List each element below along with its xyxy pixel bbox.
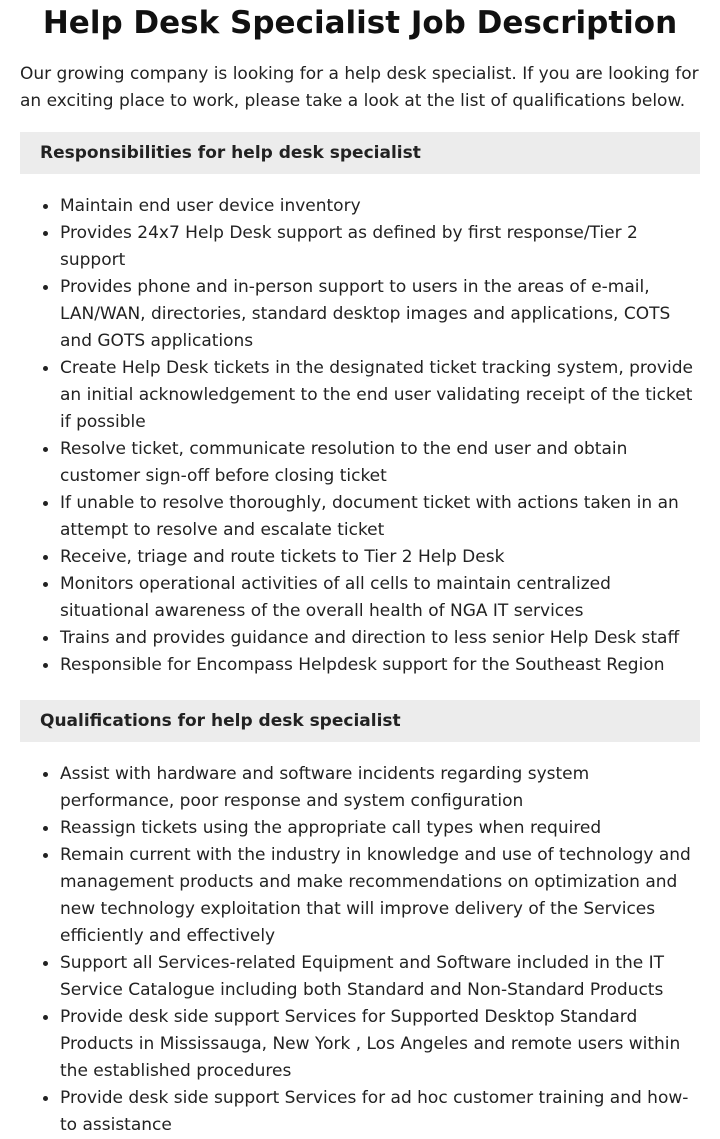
list-item: Assist with hardware and software incidents regarding system performance, poor response and system configuration bbox=[60, 761, 700, 815]
responsibilities-list bbox=[20, 193, 700, 679]
intro-paragraph: Our growing company is looking for a help desk specialist. If you are looking for an exciting place to work, please take a look at the list of qualifications below. bbox=[20, 64, 699, 111]
page-title: Help Desk Specialist Job Description bbox=[42, 5, 678, 41]
list-item: Provides phone and in-person support to users in the areas of e-mail, LAN/WAN, directories, standard desktop images and applications, COTS and GOTS applications bbox=[60, 274, 700, 355]
list-item: Trains and provides guidance and direction to less senior Help Desk staff bbox=[60, 625, 700, 652]
list-item: Receive, triage and route tickets to Tier 2 Help Desk bbox=[60, 544, 700, 571]
list-item: Create Help Desk tickets in the designated ticket tracking system, provide an initial acknowledgement to the end user validating receipt of the ticket if possible bbox=[60, 355, 700, 436]
list-item: Support all Services-related Equipment and Software included in the IT Service Catalogue including both Standard and Non-Standard Products bbox=[60, 950, 700, 1004]
qualifications-list bbox=[20, 761, 700, 1139]
list-item: Responsible for Encompass Helpdesk support for the Southeast Region bbox=[60, 652, 700, 679]
list-item: If unable to resolve thoroughly, document ticket with actions taken in an attempt to resolve and escalate ticket bbox=[60, 490, 700, 544]
qualifications-heading: Qualifications for help desk specialist bbox=[20, 700, 700, 742]
list-item: Maintain end user device inventory bbox=[60, 193, 700, 220]
list-item: Provides 24x7 Help Desk support as defined by first response/Tier 2 support bbox=[60, 220, 700, 274]
list-item: Provide desk side support Services for Supported Desktop Standard Products in Mississauga, New York , Los Angeles and remote users within the established procedures bbox=[60, 1004, 700, 1085]
list-item: Resolve ticket, communicate resolution to the end user and obtain customer sign-off before closing ticket bbox=[60, 436, 700, 490]
responsibilities-heading: Responsibilities for help desk specialist bbox=[20, 132, 700, 174]
list-item: Monitors operational activities of all cells to maintain centralized situational awareness of the overall health of NGA IT services bbox=[60, 571, 700, 625]
list-item: Remain current with the industry in knowledge and use of technology and management products and make recommendations on optimization and new technology exploitation that will improve delivery of the Services efficiently and effectively bbox=[60, 842, 700, 950]
list-item: Provide desk side support Services for ad hoc customer training and how-to assistance bbox=[60, 1085, 700, 1139]
list-item: Reassign tickets using the appropriate call types when required bbox=[60, 815, 700, 842]
